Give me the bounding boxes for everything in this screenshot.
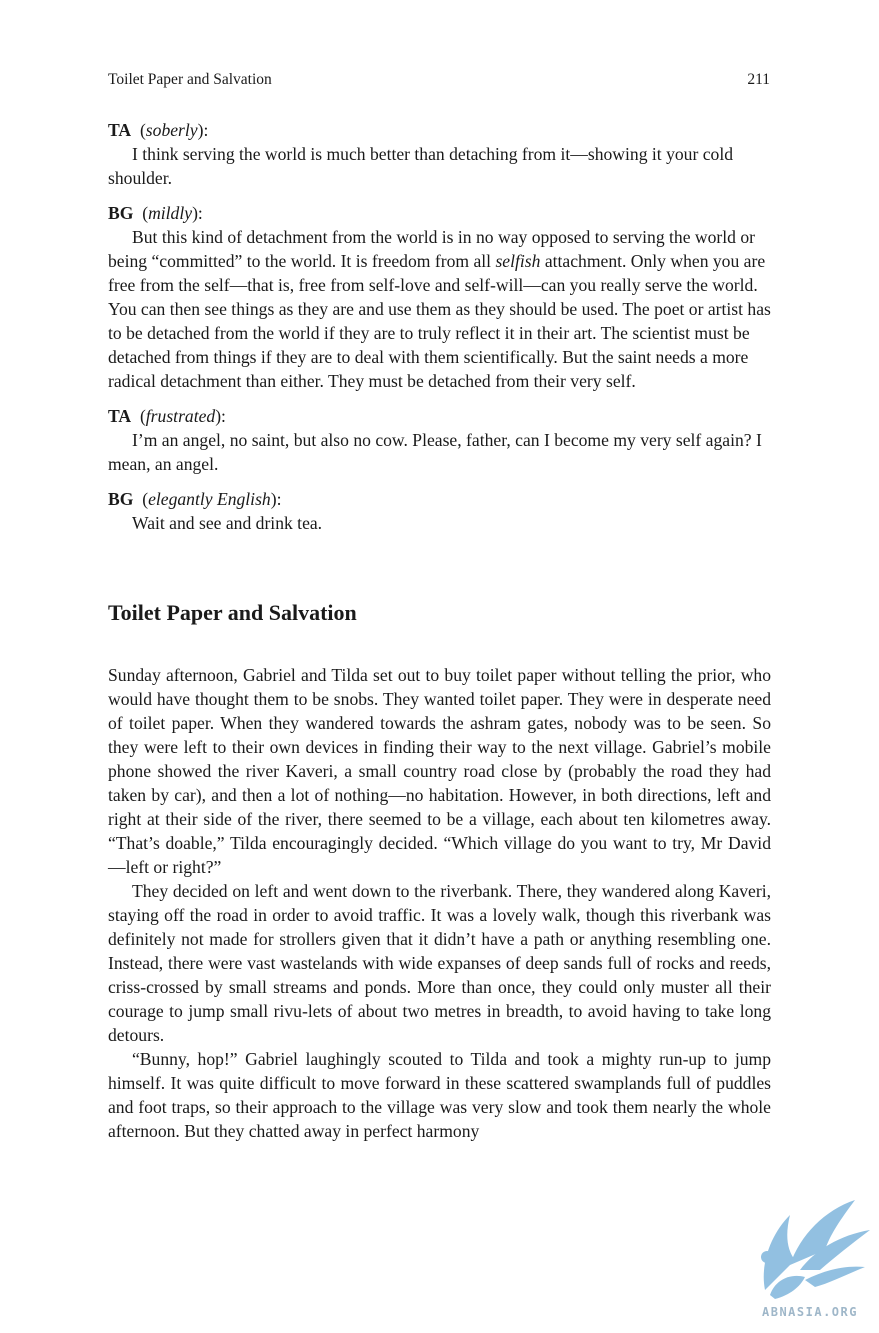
speech-text: Wait and see and drink tea. [132, 513, 323, 533]
page-number: 211 [747, 71, 770, 88]
speaker-line: BG (mildly): [108, 203, 203, 223]
griffin-icon [745, 1195, 875, 1305]
speaker-name: BG [108, 203, 134, 223]
speaker-name: TA [108, 120, 132, 140]
running-title: Toilet Paper and Salvation [108, 71, 272, 88]
running-header [108, 70, 770, 90]
section-heading: Toilet Paper and Salvation [108, 600, 357, 625]
stage-direction: frustrated [145, 406, 216, 426]
dialogue-entry [108, 487, 771, 535]
speech-text: I’m an angel, no saint, but also no cow. Please, father, can I become my very self again? I mean, an angel. [108, 430, 762, 474]
page-content [108, 118, 771, 1143]
speaker-name: TA [108, 406, 132, 426]
speaker-line: TA (soberly): [108, 120, 209, 140]
dialogue-entry [108, 404, 771, 476]
stage-direction: soberly [145, 120, 198, 140]
stage-direction: elegantly English [148, 489, 271, 509]
body-paragraph: Sunday afternoon, Gabriel and Tilda set out to buy toilet paper without telling the prior, who would have thought them to be snobs. They wanted toilet paper. They were in desperate need of toilet paper. When they wandered towards the ashram gates, nobody was to be seen. So they were left to their own devices in finding their way to the next village. Gabriel’s mobile phone showed the river Kaveri, a small country road close by (probably the road they had taken by car), and then a lot of nothing—no habitation. However, in both directions, left and right at their side of the river, there seemed to be a village, each about ten kilometres away. “That’s doable,” Tilda encouragingly decided. “Which village do you want to try, Mr David—left or right?” [108, 665, 771, 877]
watermark-logo [745, 1195, 875, 1325]
speaker-line: BG (elegantly English): [108, 489, 282, 509]
section-body [108, 663, 771, 1143]
dialogue-entry [108, 201, 771, 393]
speaker-name: BG [108, 489, 134, 509]
watermark-text: ABNASIA.ORG [762, 1305, 858, 1319]
body-paragraph: “Bunny, hop!” Gabriel laughingly scouted to Tilda and took a mighty run-up to jump himself. It was quite difficult to move forward in these scattered swamplands full of puddles and foot traps, so their approach to the village was very slow and took them nearly the whole afternoon. But they chatted away in perfect harmony [108, 1049, 771, 1141]
stage-direction: mildly [148, 203, 193, 223]
speech-text: But this kind of detachment from the world is in no way opposed to serving the world or being “committed” to the world. It is freedom from all selfish attachment. Only when you are free from the self—that is, free from self-love and self-will—can you really serve the world. You can then see things as they are and use them as they should be used. The poet or artist has to be detached from the world if they are to truly reflect it in their art. The scientist must be detached from things if they are to deal with them scientifically. But the saint needs a more radical detachment than either. They must be detached from their very self. [108, 227, 771, 391]
speech-text: I think serving the world is much better than detaching from it—showing it your cold shoulder. [108, 144, 734, 188]
speaker-line: TA (frustrated): [108, 406, 226, 426]
dialogue-entry [108, 118, 771, 190]
emphasis: selfish [495, 251, 541, 271]
body-paragraph: They decided on left and went down to the riverbank. There, they wandered along Kaveri, staying off the road in order to avoid traffic. It was a lovely walk, though this riverbank was definitely not made for strollers given that it didn’t have a path or anything resembling one. Instead, there were vast wastelands with wide expanses of deep sands full of rocks and reeds, criss-crossed by small streams and ponds. More than once, they could only muster all their courage to jump small rivu-lets of about two metres in breadth, to avoid having to take long detours. [108, 881, 771, 1045]
